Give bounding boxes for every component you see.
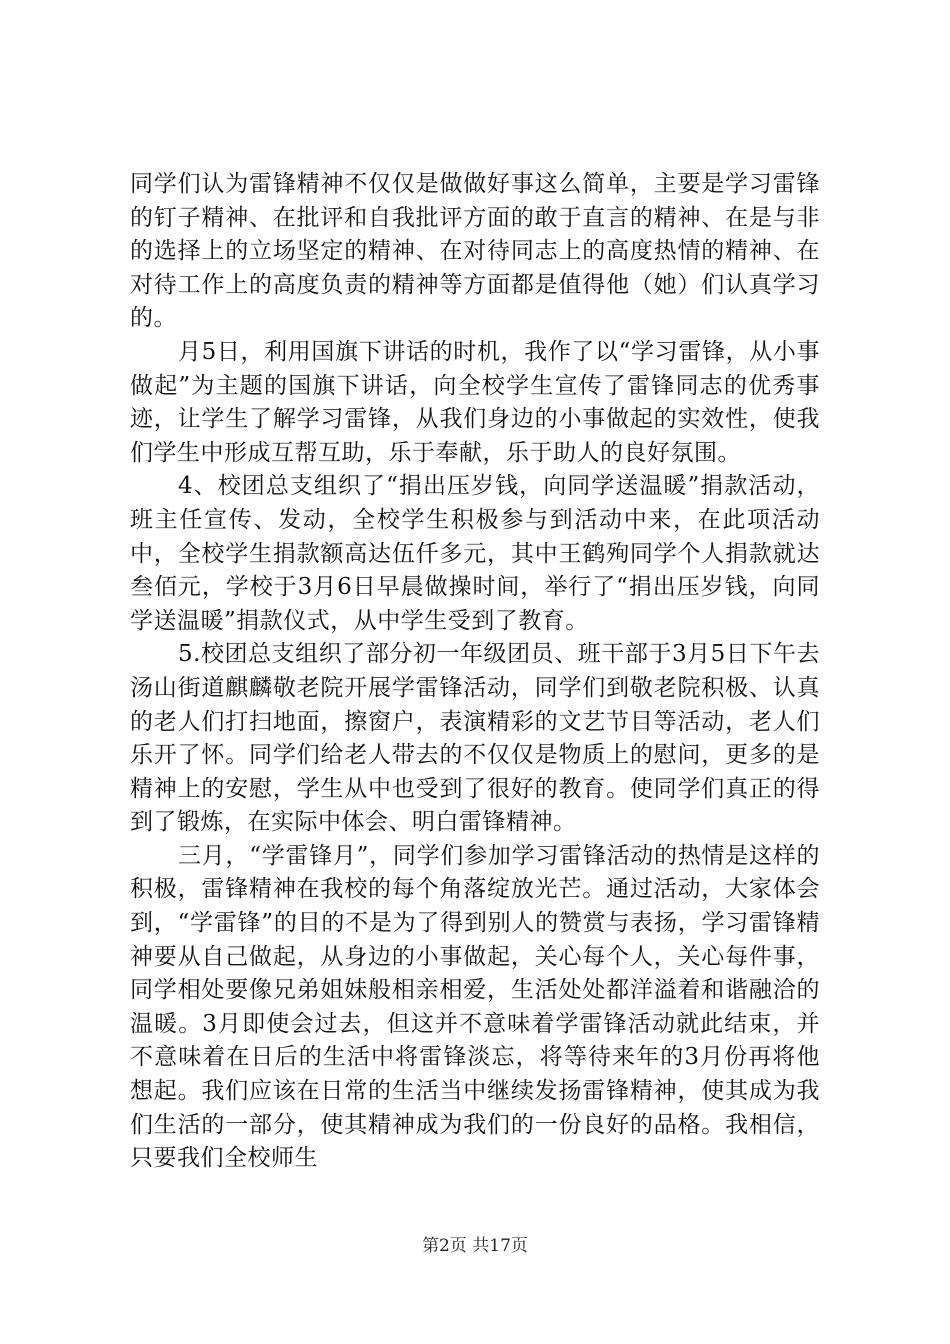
paragraph-3: 4、校团总支组织了“捐出压岁钱，向同学送温暖”捐款活动，班主任宣传、发动，全校学生积极参与到活动中来，在此项活动中，全校学生捐款额高达伍仟多元，其中王鹤殉同学个人捐款就达叁佰元，学校于3月6日早晨做操时间，举行了“捐出压岁钱，向同学送温暖”捐款仪式，从中学生受到了教育。	[130, 473, 820, 634]
paragraph-5: 三月，“学雷锋月”，同学们参加学习雷锋活动的热情是这样的积极，雷锋精神在我校的每个角落绽放光芒。通过活动，大家体会到，“学雷锋”的目的不是为了得到别人的赞赏与表扬，学习雷锋精神要从自己做起，从身边的小事做起，关心每个人，关心每件事，同学相处要像兄弟姐妹般相亲相爱，生活处处都洋溢着和谐融洽的温暖。3月即使会过去，但这并不意味着学雷锋活动就此结束，并不意味着在日后的生活中将雷锋淡忘，将等待来年的3月份再将他想起。我们应该在日常的生活当中继续发扬雷锋精神，使其成为我们生活的一部分，使其精神成为我们的一份良好的品格。我相信，只要我们全校师生	[130, 842, 820, 1172]
paragraph-1: 同学们认为雷锋精神不仅仅是做做好事这么简单，主要是学习雷锋的钉子精神、在批评和自我批评方面的敢于直言的精神、在是与非的选择上的立场坚定的精神、在对待同志上的高度热情的精神、在对待工作上的高度负责的精神等方面都是值得他（她）们认真学习的。	[130, 171, 820, 332]
paragraph-2: 月5日，利用国旗下讲话的时机，我作了以“学习雷锋，从小事做起”为主题的国旗下讲话，向全校学生宣传了雷锋同志的优秀事迹，让学生了解学习雷锋，从我们身边的小事做起的实效性，使我们学生中形成互帮互助，乐于奉献，乐于助人的良好氛围。	[130, 338, 820, 466]
paragraph-4: 5.校团总支组织了部分初一年级团员、班干部于3月5日下午去汤山街道麒麟敬老院开展学雷锋活动，同学们到敬老院积极、认真的老人们打扫地面，擦窗户，表演精彩的文艺节目等活动，老人们乐开了怀。同学们给老人带去的不仅仅是物质上的慰问，更多的是精神上的安慰，学生从中也受到了很好的教育。使同学们真正的得到了锻炼，在实际中体会、明白雷锋精神。	[130, 641, 820, 836]
document-body	[130, 168, 820, 1176]
page-number-footer: 第2页 共17页	[422, 1236, 528, 1256]
